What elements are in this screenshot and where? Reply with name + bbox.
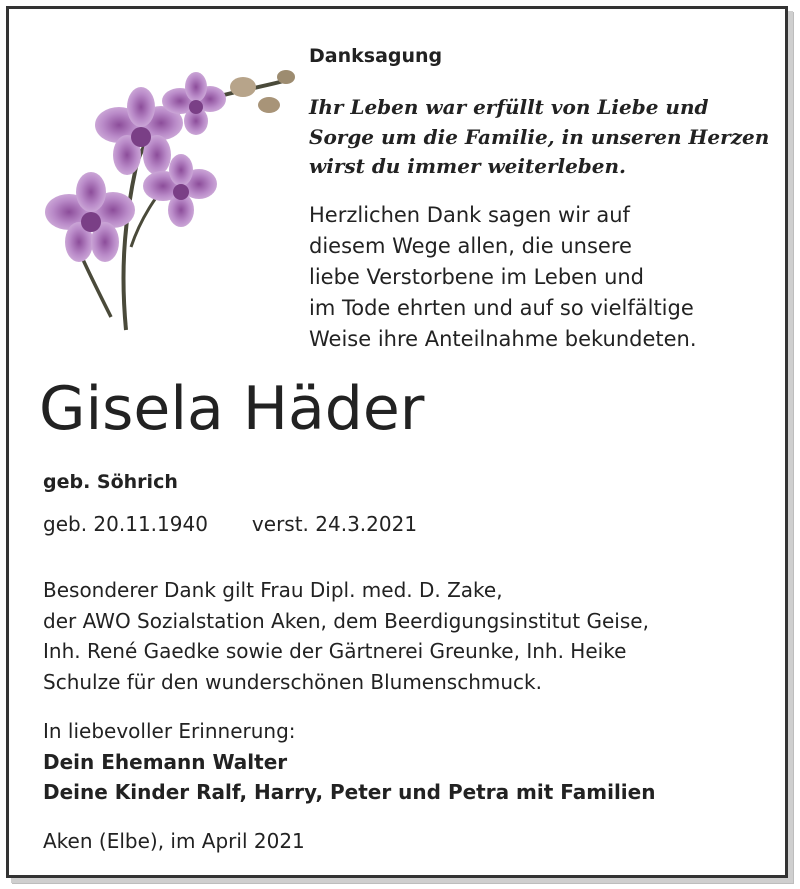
quote-line: Ihr Leben war erfüllt von Liebe und	[309, 95, 709, 119]
family-signature	[43, 716, 655, 808]
quote-line: wirst du immer weiterleben.	[309, 154, 627, 178]
deceased-name: Gisela Häder	[39, 374, 425, 444]
special-thanks-line: der AWO Sozialstation Aken, dem Beerdigungsinstitut Geise,	[43, 608, 649, 633]
thanks-line: Weise ihre Anteilnahme bekundeten.	[309, 327, 697, 351]
memorial-quote	[309, 93, 789, 182]
birth-date: geb. 20.11.1940	[43, 512, 208, 536]
life-dates	[43, 512, 417, 536]
children-line: Deine Kinder Ralf, Harry, Peter und Petra mit Familien	[43, 780, 656, 804]
orchid-icon	[31, 47, 306, 332]
husband-line: Dein Ehemann Walter	[43, 749, 288, 774]
special-thanks-line: Besonderer Dank gilt Frau Dipl. med. D. Zake,	[43, 578, 503, 602]
thanks-line: Herzlichen Dank sagen wir auf	[309, 203, 630, 227]
maiden-name: geb. Söhrich	[43, 471, 178, 493]
notice-title: Danksagung	[309, 45, 443, 67]
obituary-notice	[6, 6, 788, 878]
special-thanks	[43, 575, 649, 697]
remembrance-line: In liebevoller Erinnerung:	[43, 719, 296, 743]
thanks-paragraph	[309, 200, 789, 355]
special-thanks-line: Schulze für den wunderschönen Blumenschmuck.	[43, 669, 542, 694]
quote-line: Sorge um die Familie, in unseren Herzen	[309, 124, 770, 149]
thanks-line: im Tode ehrten und auf so vielfältige	[309, 296, 694, 320]
place-date: Aken (Elbe), im April 2021	[43, 829, 305, 853]
death-date: verst. 24.3.2021	[251, 512, 418, 536]
thanks-line: diesem Wege allen, die unsere	[309, 234, 632, 258]
thanks-line: liebe Verstorbene im Leben und	[309, 265, 645, 289]
special-thanks-line: Inh. René Gaedke sowie der Gärtnerei Greunke, Inh. Heike	[43, 639, 627, 663]
